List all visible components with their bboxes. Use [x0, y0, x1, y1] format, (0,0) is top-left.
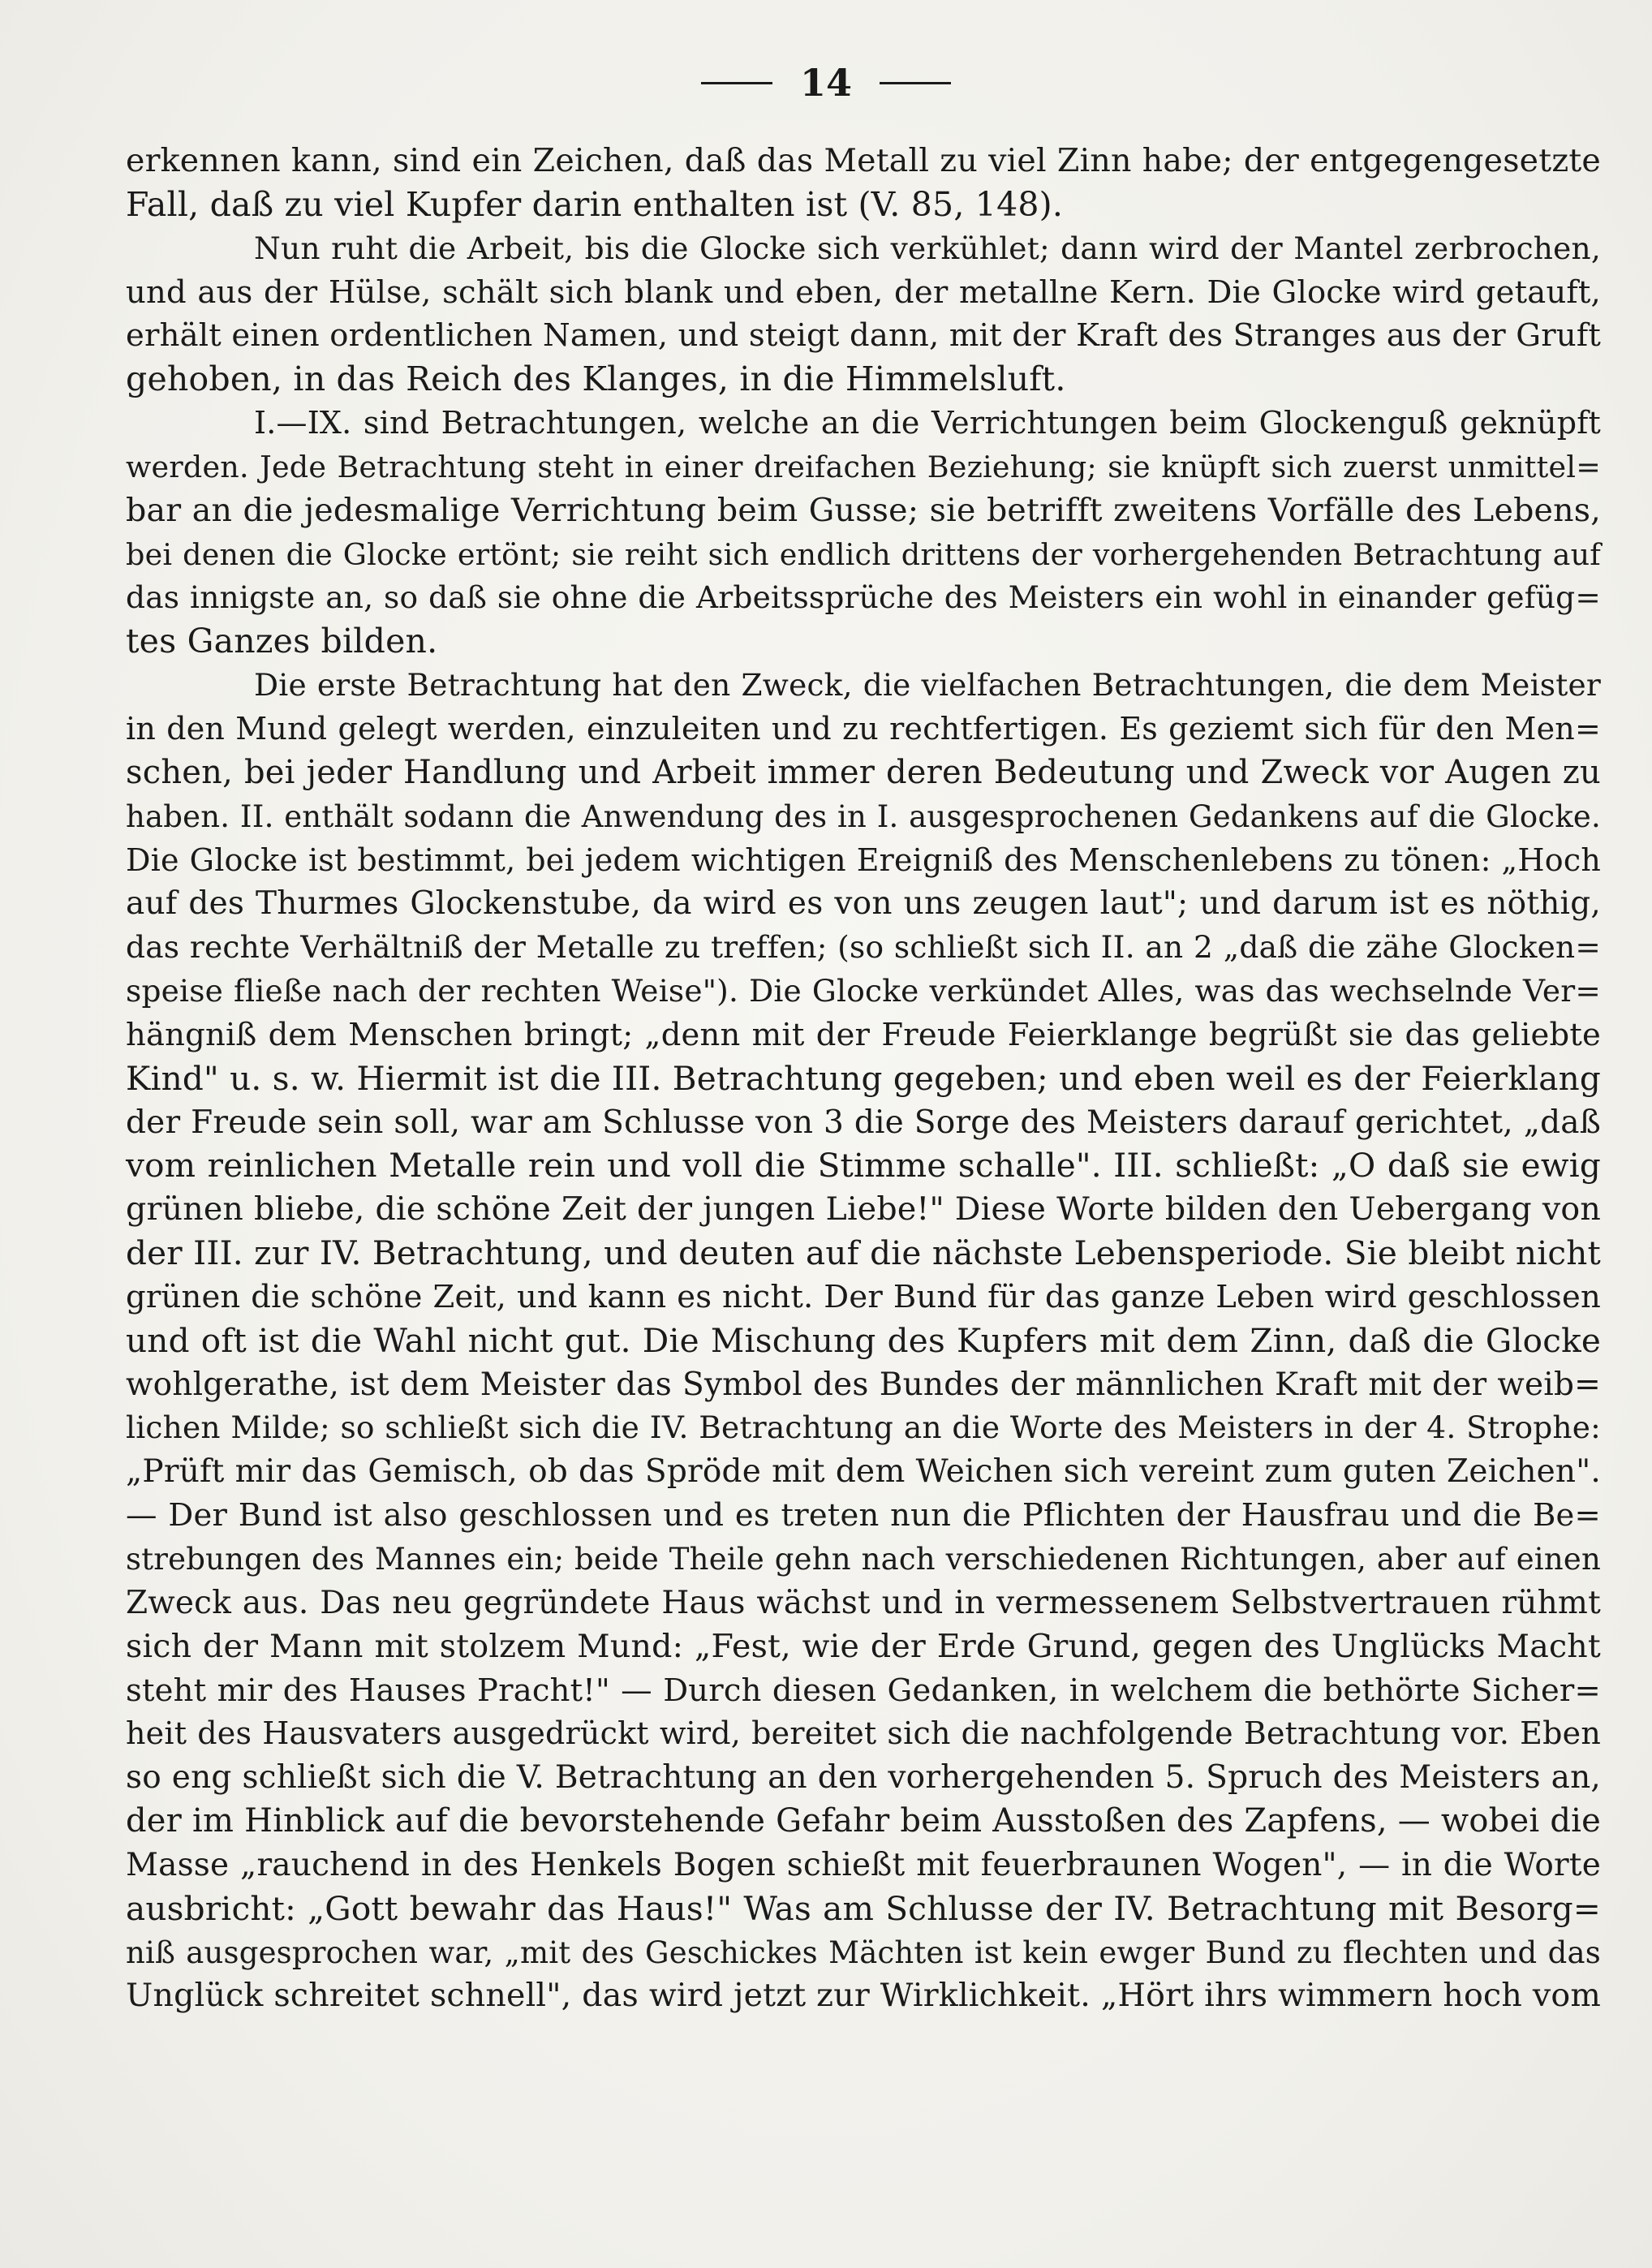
text-line: gehoben, in das Reich des Klanges, in die Himmelsluft. — [126, 359, 1066, 399]
text-line: Die erste Betrachtung hat den Zweck, die vielfachen Betrachtungen, die dem Meister — [254, 667, 1601, 704]
body-text — [126, 140, 1601, 2018]
header-rule-right — [880, 82, 951, 84]
text-line: bei denen die Glocke ertönt; sie reiht sich endlich drittens der vorhergehenden Betrachtung auf — [126, 536, 1601, 572]
text-line: auf des Thurmes Glockenstube, da wird es von uns zeugen laut"; und darum ist es nöthig, — [126, 885, 1601, 923]
text-line: grünen bliebe, die schöne Zeit der jungen Liebe!" Diese Worte bilden den Uebergang von — [126, 1190, 1601, 1229]
text-line: hängniß dem Menschen bringt; „denn mit der Freude Feierklange begrüßt sie das geliebte — [126, 1016, 1601, 1053]
text-line: Masse „rauchend in des Henkels Bogen schießt mit feuerbraunen Wogen", — in die Worte — [126, 1846, 1601, 1883]
text-line: „Prüft mir das Gemisch, ob das Spröde mit dem Weichen sich vereint zum guten Zeichen". — [126, 1453, 1601, 1491]
text-line: strebungen des Mannes ein; beide Theile gehn nach verschiedenen Richtungen, aber auf einen — [126, 1542, 1601, 1577]
text-line: I.—IX. sind Betrachtungen, welche an die Verrichtungen beim Glockenguß geknüpft — [254, 405, 1601, 441]
text-line: erhält einen ordentlichen Namen, und steigt dann, mit der Kraft des Stranges aus der Gruft — [126, 317, 1601, 355]
text-line: grünen die schöne Zeit, und kann es nicht. Der Bund für das ganze Leben wird geschlossen — [126, 1278, 1601, 1315]
text-line: Die Glocke ist bestimmt, bei jedem wichtigen Ereigniß des Menschenlebens zu tönen: „Hoch — [126, 841, 1601, 878]
text-line: sich der Mann mit stolzem Mund: „Fest, wie der Erde Grund, gegen des Unglücks Macht — [126, 1627, 1601, 1665]
text-line: wohlgerathe, ist dem Meister das Symbol des Bundes der männlichen Kraft mit der weib= — [126, 1366, 1601, 1403]
page-header — [0, 58, 1652, 107]
text-line: Unglück schreitet schnell", das wird jetzt zur Wirklichkeit. „Hört ihrs wimmern hoch vom — [126, 1977, 1601, 2015]
text-line: haben. II. enthält sodann die Anwendung des in I. ausgesprochenen Gedankens auf die Glocke. — [126, 798, 1601, 834]
text-line: der Freude sein soll, war am Schlusse von 3 die Sorge des Meisters darauf gerichtet, „daß — [126, 1104, 1601, 1141]
text-line: tes Ganzes bilden. — [126, 622, 438, 661]
text-line: das rechte Verhältniß der Metalle zu treffen; (so schließt sich II. an 2 „daß die zähe Glocken= — [126, 929, 1601, 966]
text-line: bar an die jedesmalige Verrichtung beim Gusse; sie betrifft zweitens Vorfälle des Lebens, — [126, 491, 1601, 529]
text-line: speise fließe nach der rechten Weise"). Die Glocke verkündet Alles, was das wechselnde Ver= — [126, 973, 1601, 1009]
text-line: und aus der Hülse, schält sich blank und eben, der metallne Kern. Die Glocke wird getauft, — [126, 273, 1601, 311]
text-line: in den Mund gelegt werden, einzuleiten und zu rechtfertigen. Es geziemt sich für den Men= — [126, 710, 1601, 747]
text-line: Nun ruht die Arbeit, bis die Glocke sich verkühlet; dann wird der Mantel zerbrochen, — [254, 230, 1601, 266]
page-number: 14 — [799, 61, 852, 105]
text-line: werden. Jede Betrachtung steht in einer dreifachen Beziehung; sie knüpft sich zuerst unmittel= — [126, 449, 1601, 484]
text-line: vom reinlichen Metalle rein und voll die Stimme schalle". III. schließt: „O daß sie ewig — [126, 1146, 1601, 1186]
text-line: der III. zur IV. Betrachtung, und deuten auf die nächste Lebensperiode. Sie bleibt nicht — [126, 1233, 1601, 1273]
text-line: das innigste an, so daß sie ohne die Arbeitssprüche des Meisters ein wohl in einander gefüg= — [126, 579, 1601, 616]
text-line: und oft ist die Wahl nicht gut. Die Mischung des Kupfers mit dem Zinn, daß die Glocke — [126, 1320, 1601, 1360]
text-line: so eng schließt sich die V. Betrachtung an den vorhergehenden 5. Spruch des Meisters an, — [126, 1759, 1601, 1797]
text-line: der im Hinblick auf die bevorstehende Gefahr beim Ausstoßen des Zapfens, — wobei die — [126, 1802, 1601, 1840]
header-rule-left — [701, 82, 772, 84]
text-line: Kind" u. s. w. Hiermit ist die III. Betrachtung gegeben; und eben weil es der Feierklang — [126, 1058, 1601, 1098]
text-line: erkennen kann, sind ein Zeichen, daß das Metall zu viel Zinn habe; der entgegengesetzte — [126, 142, 1601, 179]
text-line: heit des Hausvaters ausgedrückt wird, bereitet sich die nachfolgende Betrachtung vor. Eben — [126, 1715, 1601, 1752]
text-line: steht mir des Hauses Pracht!" — Durch diesen Gedanken, in welchem die bethörte Sicher= — [126, 1672, 1601, 1709]
text-line: Zweck aus. Das neu gegründete Haus wächst und in vermessenem Selbstvertrauen rühmt — [126, 1584, 1601, 1621]
text-line: lichen Milde; so schließt sich die IV. Betrachtung an die Worte des Meisters in der 4. Strophe: — [126, 1409, 1601, 1446]
text-line: niß ausgesprochen war, „mit des Geschickes Mächten ist kein ewger Bund zu flechten und das — [126, 1934, 1601, 1970]
text-line: ausbricht: „Gott bewahr das Haus!" Was am Schlusse der IV. Betrachtung mit Besorg= — [126, 1888, 1601, 1928]
text-line: — Der Bund ist also geschlossen und es treten nun die Pflichten der Hausfrau und die Be= — [126, 1497, 1601, 1534]
text-line: Fall, daß zu viel Kupfer darin enthalten ist (V. 85, 148). — [126, 184, 1064, 224]
text-line: schen, bei jeder Handlung und Arbeit immer deren Bedeutung und Zweck vor Augen zu — [126, 753, 1601, 791]
